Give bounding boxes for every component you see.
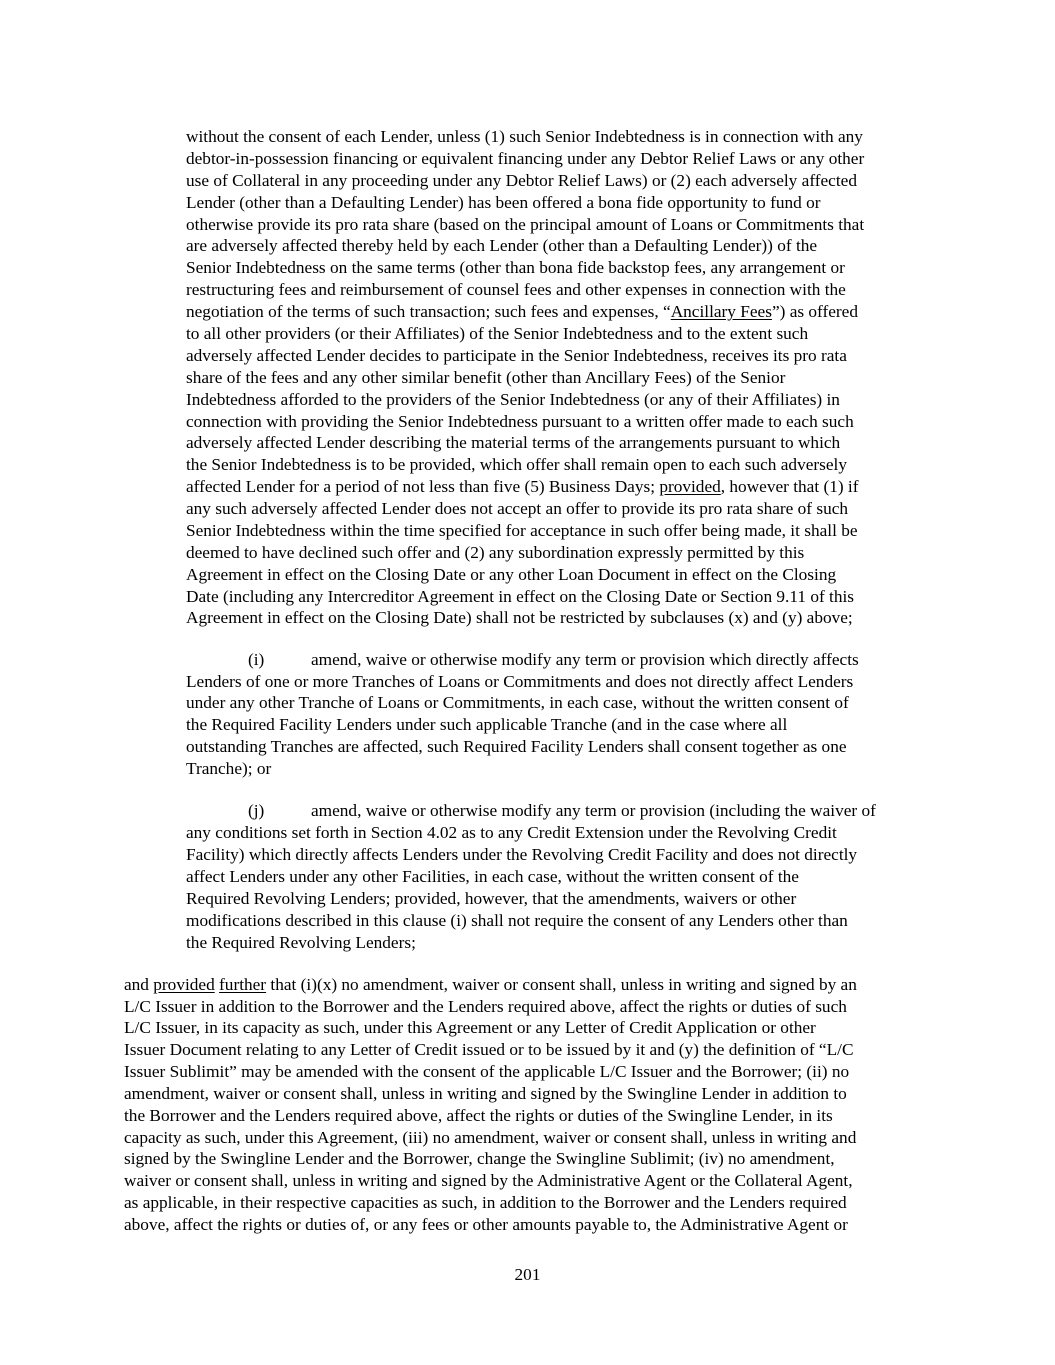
text-line: affect Lenders under any other Facilities, in each case, without the written consent of the: [186, 867, 799, 886]
underlined-further: further: [219, 975, 267, 994]
text-line: Indebtedness afforded to the providers of the Senior Indebtedness (or any of their Affiliates) in: [186, 390, 840, 409]
text-line: are adversely affected thereby held by each Lender (other than a Defaulting Lender)) of the: [186, 236, 818, 255]
text-line: Senior Indebtedness within the time specified for acceptance in such offer being made, it shall be: [186, 521, 858, 540]
text-line: amend, waive or otherwise modify any term or provision which directly affects: [311, 650, 859, 669]
page-number: 201: [514, 1265, 541, 1284]
text-line: any conditions set forth in Section 4.02 as to any Credit Extension under the Revolving Credit: [186, 823, 837, 842]
text-line: Tranche); or: [186, 759, 272, 778]
text-line: amend, waive or otherwise modify any term or provision (including the waiver of: [311, 801, 876, 820]
underlined-provided: provided: [659, 477, 721, 496]
text-line: L/C Issuer in addition to the Borrower and the Lenders required above, affect the rights or duties of such: [124, 997, 847, 1016]
text-line: Date (including any Intercreditor Agreement in effect on the Closing Date or Section 9.11 of this: [186, 587, 855, 606]
text-line: share of the fees and any other similar benefit (other than Ancillary Fees) of the Senior: [186, 368, 786, 387]
clause-label: (i): [248, 650, 265, 669]
text-line: Agreement in effect on the Closing Date) shall not be restricted by subclauses (x) and (y) above;: [186, 608, 853, 627]
text-line: amendment, waiver or consent shall, unless in writing and signed by the Swingline Lender in addition to: [124, 1084, 847, 1103]
text-segment: , however that (1) if: [720, 477, 859, 496]
text-line: to all other providers (or their Affiliates) of the Senior Indebtedness and to the extent such: [186, 324, 809, 343]
clause-label: (j): [248, 801, 265, 820]
text-line: Required Revolving Lenders; provided, however, that the amendments, waivers or other: [186, 889, 797, 908]
text-line: Facility) which directly affects Lenders under the Revolving Credit Facility and does not directly: [186, 845, 858, 864]
text-line: outstanding Tranches are affected, such Required Facility Lenders shall consent together as one: [186, 737, 847, 756]
text-line: under any other Tranche of Loans or Commitments, in each case, without the written consent of: [186, 693, 849, 712]
text-line: Issuer Document relating to any Letter of Credit issued or to be issued by it and (y) the definition of “L/C: [124, 1040, 854, 1059]
text-line: signed by the Swingline Lender and the Borrower, change the Swingline Sublimit; (iv) no amendment,: [124, 1149, 835, 1168]
text-line: without the consent of each Lender, unless (1) such Senior Indebtedness is in connection with any: [186, 127, 863, 146]
text-line: above, affect the rights or duties of, or any fees or other amounts payable to, the Administrative Agent or: [124, 1215, 848, 1234]
text-segment: and: [124, 975, 154, 994]
text-segment: that (i)(x) no amendment, waiver or consent shall, unless in writing and signed by an: [266, 975, 857, 994]
text-line: [186, 301, 858, 323]
text-line: use of Collateral in any proceeding under any Debtor Relief Laws) or (2) each adversely affected: [186, 171, 857, 190]
text-line: restructuring fees and reimbursement of counsel fees and other expenses in connection with the: [186, 280, 846, 299]
text-line: any such adversely affected Lender does not accept an offer to provide its pro rata share of such: [186, 499, 849, 518]
text-line: connection with providing the Senior Indebtedness pursuant to a written offer made to each such: [186, 412, 854, 431]
text-line: Lenders of one or more Tranches of Loans or Commitments and does not directly affect Lenders: [186, 672, 854, 691]
defined-term-ancillary-fees: Ancillary Fees: [670, 302, 772, 321]
text-line: modifications described in this clause (i) shall not require the consent of any Lenders other than: [186, 911, 848, 930]
text-line: waiver or consent shall, unless in writing and signed by the Administrative Agent or the Collateral Agent,: [124, 1171, 853, 1190]
text-line: deemed to have declined such offer and (2) any subordination expressly permitted by this: [186, 543, 805, 562]
text-line: the Required Revolving Lenders;: [186, 933, 416, 952]
text-line: capacity as such, under this Agreement, (iii) no amendment, waiver or consent shall, unless in writing and: [124, 1128, 857, 1147]
text-line: adversely affected Lender describing the material terms of the arrangements pursuant to which: [186, 433, 841, 452]
text-line: otherwise provide its pro rata share (based on the principal amount of Loans or Commitments that: [186, 215, 865, 234]
text-segment: ”) as offered: [771, 302, 858, 321]
text-line: as applicable, in their respective capacities as such, in addition to the Borrower and the Lenders required: [124, 1193, 847, 1212]
text-line: the Borrower and the Lenders required above, affect the rights or duties of the Swingline Lender, in its: [124, 1106, 833, 1125]
text-line: Agreement in effect on the Closing Date or any other Loan Document in effect on the Closing: [186, 565, 837, 584]
text-line: Issuer Sublimit” may be amended with the consent of the applicable L/C Issuer and the Borrower; (ii) no: [124, 1062, 850, 1081]
text-segment: affected Lender for a period of not less than five (5) Business Days;: [186, 477, 660, 496]
text-line: Lender (other than a Defaulting Lender) has been offered a bona fide opportunity to fund or: [186, 193, 821, 212]
text-line: L/C Issuer, in its capacity as such, under this Agreement or any Letter of Credit Application or other: [124, 1018, 816, 1037]
text-line: Senior Indebtedness on the same terms (other than bona fide backstop fees, any arrangement or: [186, 258, 845, 277]
underlined-provided: provided: [153, 975, 215, 994]
text-line: [186, 476, 858, 498]
text-line: the Senior Indebtedness is to be provided, which offer shall remain open to each such adversely: [186, 455, 847, 474]
text-line: debtor-in-possession financing or equivalent financing under any Debtor Relief Laws or any other: [186, 149, 865, 168]
text-line: adversely affected Lender decides to participate in the Senior Indebtedness, receives its pro rata: [186, 346, 847, 365]
text-segment: negotiation of the terms of such transaction; such fees and expenses, “: [186, 302, 671, 321]
text-line: [124, 974, 857, 996]
text-line: the Required Facility Lenders under such applicable Tranche (and in the case where all: [186, 715, 788, 734]
